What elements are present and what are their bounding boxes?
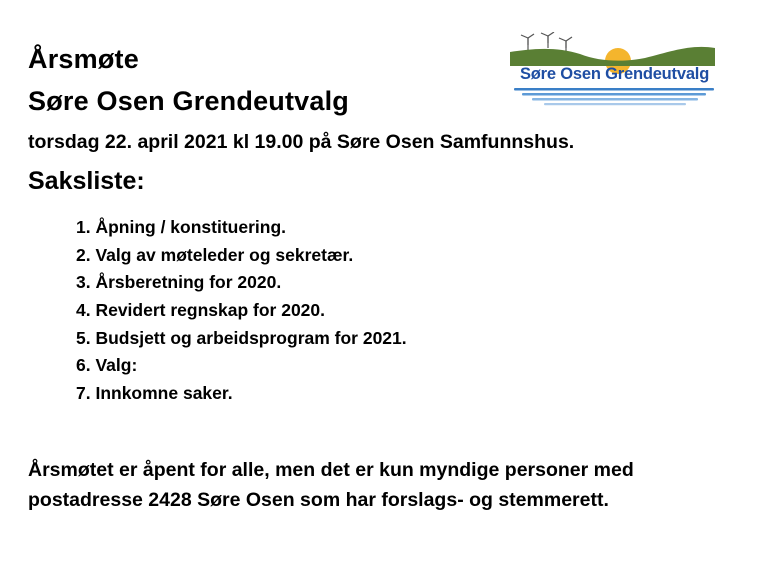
- eligibility-notice: Årsmøtet er åpent for alle, men det er kun myndige personer med postadresse 2428 Søre Osen som har forslags- og stemmerett.: [28, 459, 634, 511]
- page-title: Årsmøte: [28, 44, 139, 74]
- logo-text: Søre Osen Grendeutvalg: [520, 65, 710, 83]
- agenda-item: 1. Åpning / konstituering.: [76, 217, 286, 237]
- water-icon: [514, 88, 714, 105]
- agenda-list: [76, 214, 407, 408]
- agenda-heading: Saksliste:: [28, 167, 145, 195]
- organization-title: Søre Osen Grendeutvalg: [28, 86, 349, 116]
- agenda-item: 4. Revidert regnskap for 2020.: [76, 300, 325, 321]
- meeting-date-line: torsdag 22. april 2021 kl 19.00 på Søre Osen Samfunnshus.: [28, 131, 575, 153]
- agenda-item: 3. Årsberetning for 2020.: [76, 272, 282, 293]
- agenda-item: 5. Budsjett og arbeidsprogram for 2021.: [76, 327, 407, 348]
- agenda-item: 6. Valg:: [76, 355, 138, 376]
- organization-logo: [510, 32, 720, 110]
- agenda-item: 2. Valg av møteleder og sekretær.: [76, 244, 354, 265]
- agenda-item: 7. Innkomne saker.: [76, 383, 233, 404]
